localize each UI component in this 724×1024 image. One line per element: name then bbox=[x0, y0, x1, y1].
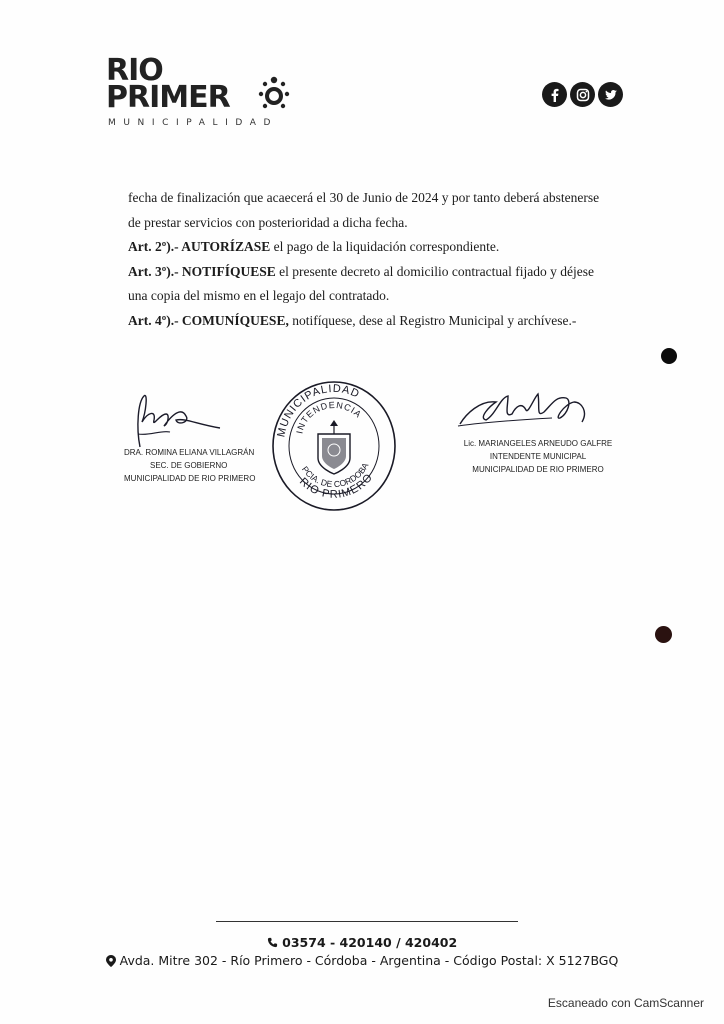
article-3 bbox=[128, 260, 608, 285]
twitter-icon bbox=[598, 82, 623, 107]
left-signature-scribble bbox=[130, 392, 230, 452]
left-signer-role: SEC. DE GOBIERNO bbox=[150, 461, 228, 470]
footer-divider bbox=[216, 921, 518, 922]
footer-phone bbox=[0, 934, 724, 950]
footer-address bbox=[0, 952, 724, 968]
phone-icon bbox=[267, 937, 278, 948]
social-icons bbox=[542, 82, 623, 107]
article-2-text: el pago de la liquidación correspondiente. bbox=[270, 239, 500, 254]
facebook-icon bbox=[542, 82, 567, 107]
left-signer-org: MUNICIPALIDAD DE RIO PRIMERO bbox=[124, 474, 256, 483]
article-3-label: Art. 3º).- NOTIFÍQUESE bbox=[128, 263, 276, 279]
article-4-label: Art. 4º).- COMUNÍQUESE, bbox=[128, 312, 289, 328]
municipal-seal bbox=[270, 376, 398, 516]
article-4 bbox=[128, 309, 608, 334]
article-2-label: Art. 2º).- AUTORÍZASE bbox=[128, 239, 271, 254]
article-4-text: notifíquese, dese al Registro Municipal y archívese.- bbox=[288, 312, 577, 328]
location-pin-icon bbox=[106, 955, 116, 967]
coat-of-arms-icon bbox=[318, 420, 350, 474]
body-line bbox=[128, 211, 608, 236]
article-3-continued bbox=[128, 284, 608, 309]
right-signer-role: INTENDENTE MUNICIPAL bbox=[489, 452, 587, 461]
logo-figure-icon bbox=[256, 74, 292, 114]
article-2 bbox=[128, 235, 608, 260]
article-3-text-line2: una copia del mismo en el legajo del contratado. bbox=[128, 288, 390, 303]
logo-primer-text: PRIMER bbox=[106, 80, 230, 115]
instagram-icon bbox=[570, 82, 595, 107]
punch-hole bbox=[661, 348, 677, 364]
left-signer-name: DRA. ROMINA ELIANA VILLAGRÁN bbox=[124, 448, 255, 457]
seal-province-text: PCIA. DE CORDOBA bbox=[299, 461, 371, 490]
logo-rio-text: RIO bbox=[106, 53, 163, 88]
camscanner-watermark: Escaneado con CamScanner bbox=[547, 996, 704, 1010]
punch-hole bbox=[655, 626, 672, 643]
address-text: Avda. Mitre 302 - Río Primero - Córdoba - Argentina - Código Postal: X 5127BGQ bbox=[119, 953, 619, 968]
body-text-line1: fecha de finalización que acaecerá el 30 de Junio de 2024 y por tanto deberá abstenerse bbox=[128, 190, 600, 205]
right-signer-org: MUNICIPALIDAD DE RIO PRIMERO bbox=[472, 465, 604, 474]
seal-inner-text: INTENDENCIA bbox=[294, 399, 364, 435]
left-signature-block bbox=[124, 446, 274, 485]
seal-top-text: MUNICIPALIDAD bbox=[275, 382, 362, 439]
right-signature-block bbox=[458, 437, 618, 476]
body-line bbox=[128, 186, 608, 211]
right-signer-name: Lic. MARIANGELES ARNEUDO GALFRE bbox=[463, 439, 613, 448]
right-signature-scribble bbox=[456, 384, 606, 440]
phone-number: 03574 - 420140 / 420402 bbox=[282, 935, 458, 950]
seal-bottom-text: RIO PRIMERO bbox=[296, 471, 376, 501]
body-text-line2: de prestar servicios con posterioridad a dicha fecha. bbox=[128, 214, 408, 230]
article-3-text: el presente decreto al domicilio contractual fijado y déjese bbox=[275, 263, 594, 279]
logo-municipalidad-text: MUNICIPALIDAD bbox=[108, 118, 279, 128]
decree-body bbox=[128, 186, 608, 333]
municipality-logo bbox=[106, 53, 306, 132]
